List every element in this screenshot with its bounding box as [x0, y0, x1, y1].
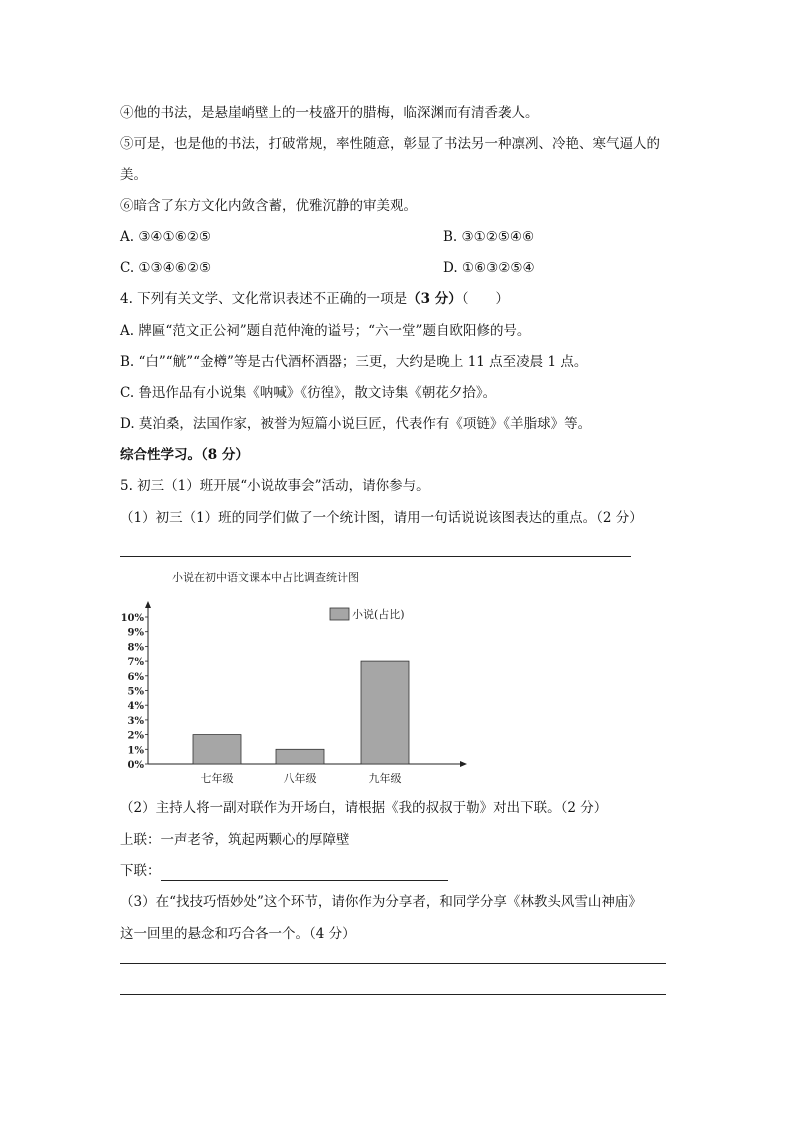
bar-chart — [112, 563, 472, 793]
answer-line-sub1[interactable] — [120, 556, 631, 557]
q4-stem-line — [120, 289, 509, 309]
q5-sub1: （1）初三（1）班的同学们做了一个统计图，请用一句话说说该图表达的重点。（2 分） — [120, 510, 643, 526]
x-tick-label: 八年级 — [283, 772, 317, 785]
option-line-5-cont: 美。 — [120, 167, 147, 183]
bar — [193, 735, 241, 764]
y-tick-label: 6% — [127, 671, 144, 683]
y-axis-ticks — [121, 613, 148, 771]
y-tick-label: 10% — [120, 613, 144, 624]
q5-sub3-line2: 这一回里的悬念和巧合各一个。（4 分） — [120, 926, 356, 942]
option-line-4: ④他的书法，是悬崖峭壁上的一枝盛开的腊梅，临深渊而有清香袭人。 — [120, 105, 539, 121]
legend-label: 小说(占比) — [352, 608, 405, 621]
y-tick-label: 7% — [127, 657, 144, 669]
answer-line-sub3-1[interactable] — [120, 963, 666, 964]
y-tick-label: 8% — [127, 642, 144, 654]
q4-option-d: D. 莫泊桑，法国作家，被誉为短篇小说巨匠，代表作有《项链》《羊脂球》等。 — [120, 416, 592, 432]
y-tick-label: 0% — [127, 760, 144, 771]
x-axis-arrow — [460, 761, 467, 767]
x-axis-labels — [201, 771, 402, 785]
section-heading: 综合性学习。（8 分） — [120, 447, 249, 463]
chart-title: 小说在初中语文课本中占比调查统计图 — [172, 571, 359, 584]
legend-swatch — [330, 608, 349, 620]
q3-option-c: C. ①③④⑥②⑤ — [120, 260, 212, 276]
y-tick-label: 4% — [127, 701, 144, 713]
y-tick-label: 1% — [127, 745, 144, 757]
q4-option-b: B. “白”“觥”“金樽”等是古代酒杯酒器；三更，大约是晚上 11 点至凌晨 1 点。 — [120, 354, 588, 370]
x-tick-label: 七年级 — [200, 772, 234, 785]
q4-option-a: A. 牌匾“范文正公祠”题自范仲淹的谥号；“六一堂”题自欧阳修的号。 — [120, 323, 531, 339]
q3-option-d: D. ①⑥③②⑤④ — [443, 260, 535, 276]
q5-sub2: （2）主持人将一副对联作为开场白，请根据《我的叔叔于勒》对出下联。（2 分） — [120, 800, 608, 816]
couplet-lower-answer-blank[interactable] — [161, 866, 448, 881]
y-tick-label: 9% — [127, 627, 144, 639]
y-tick-label: 5% — [127, 686, 144, 698]
q4-option-c: C. 鲁迅作品有小说集《呐喊》《彷徨》，散文诗集《朝花夕拾》。 — [120, 385, 497, 401]
q3-option-b: B. ③①②⑤④⑥ — [443, 229, 535, 245]
bar — [276, 749, 324, 764]
y-tick-label: 2% — [127, 730, 144, 742]
q5-stem: 5. 初三（1）班开展“小说故事会”活动，请你参与。 — [120, 478, 430, 494]
couplet-lower-label: 下联： — [120, 863, 161, 879]
q5-sub3-line1: （3）在“找技巧悟妙处”这个环节，请你作为分享者，和同学分享《林教头风雪山神庙》 — [120, 894, 642, 910]
y-tick-label: 3% — [127, 715, 144, 727]
couplet-lower-line — [120, 861, 448, 881]
q4-score: （3 分） — [407, 291, 462, 307]
option-line-6: ⑥暗含了东方文化内敛含蓄，优雅沉静的审美观。 — [120, 198, 417, 214]
bars — [193, 661, 409, 764]
couplet-upper: 上联：一声老爷，筑起两颗心的厚障壁 — [120, 832, 350, 848]
q4-stem: 4. 下列有关文学、文化常识表述不正确的一项是 — [120, 291, 408, 307]
bar — [361, 661, 409, 764]
answer-line-sub3-2[interactable] — [120, 994, 666, 995]
x-tick-label: 九年级 — [368, 772, 402, 785]
y-axis-arrow — [145, 601, 151, 608]
q3-option-a: A. ③④①⑥②⑤ — [120, 229, 211, 245]
q4-answer-paren: （ ） — [461, 291, 510, 307]
option-line-5: ⑤可是，也是他的书法，打破常规，率性随意，彰显了书法另一种凛冽、冷艳、寒气逼人的 — [120, 136, 660, 152]
